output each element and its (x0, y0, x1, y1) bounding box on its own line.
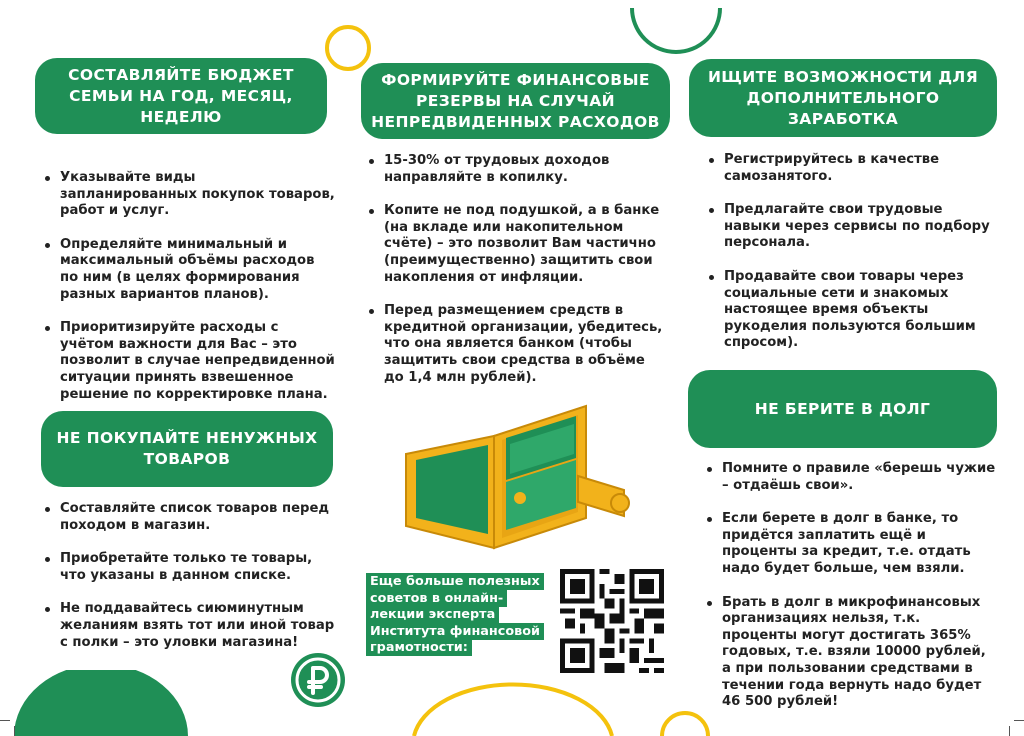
heading-line: ИЩИТЕ ВОЗМОЖНОСТИ ДЛЯ (707, 67, 979, 86)
list-item: Приоритизируйте расходы с учётом важности для Вас – это позволит в случае непредвиденной ситуации принять взвешенное решение по корректировке плана. (44, 320, 336, 403)
wallet-illustration (398, 398, 638, 558)
qr-caption: Еще больше полезных советов в онлайн-лекции эксперта Института финансовой грамотности: (366, 574, 544, 657)
qr-code[interactable] (560, 569, 664, 673)
heading-line: НЕПРЕДВИДЕННЫХ РАСХОДОВ (371, 112, 660, 131)
list-item: Брать в долг в микрофинансовых организациях нельзя, т.к. проценты могут достигать 365% годовых, т.е. взяли 10000 рублей, а при пользовании средствами в течении года вернуть надо будет 46 500 рублей! (706, 595, 998, 711)
list-item: Если берете в долг в банке, то придётся заплатить ещё и проценты за кредит, т.е. отдать надо будет больше, чем взяли. (706, 511, 998, 577)
heading-line: РЕЗЕРВЫ НА СЛУЧАЙ (415, 91, 616, 110)
ruble-coin-icon (289, 651, 347, 709)
crop-mark (1009, 726, 1010, 736)
crop-mark (14, 726, 15, 736)
tips-reserves (368, 153, 666, 403)
heading-line: НЕДЕЛЮ (140, 107, 222, 126)
heading-line: ЗАРАБОТКА (787, 109, 899, 128)
heading-line: ТОВАРОВ (143, 450, 231, 468)
list-item: Не поддавайтесь сиюминутным желаниям взять тот или иной товар с полки – это уловки магазина! (44, 601, 336, 651)
list-item: 15-30% от трудовых доходов направляйте в копилку. (368, 153, 666, 186)
list-item: Помните о правиле «берешь чужие – отдаёшь свои». (706, 461, 998, 494)
list-item: Определяйте минимальный и максимальный объёмы расходов по ним (в целях формирования разных вариантов планов). (44, 237, 336, 303)
heading-line: СЕМЬИ НА ГОД, МЕСЯЦ, (69, 86, 293, 105)
list-item: Приобретайте только те товары, что указаны в данном списке. (44, 551, 336, 584)
heading-line: СОСТАВЛЯЙТЕ БЮДЖЕТ (68, 65, 294, 84)
decor-green-half-circle (14, 670, 188, 736)
list-item: Регистрируйтесь в качестве самозанятого. (708, 152, 1000, 185)
heading-line: ФОРМИРУЙТЕ ФИНАНСОВЫЕ (381, 70, 650, 89)
heading-no-unneeded (41, 411, 333, 487)
tips-no-debt (706, 461, 998, 728)
crop-mark (0, 720, 10, 721)
heading-no-debt (688, 370, 997, 448)
list-item: Перед размещением средств в кредитной организации, убедитесь, что она является банком (чтобы защитить свои средства в объёме до 1,4 млн рублей). (368, 303, 666, 386)
heading-line: НЕ ПОКУПАЙТЕ НЕНУЖНЫХ (56, 429, 318, 447)
tips-extra-income (708, 152, 1000, 369)
decor-yellow-ring-top (322, 22, 374, 74)
crop-mark (1014, 720, 1024, 721)
heading-line: НЕ БЕРИТЕ В ДОЛГ (754, 399, 931, 418)
list-item: Предлагайте свои трудовые навыки через сервисы по подбору персонала. (708, 202, 1000, 252)
list-item: Продавайте свои товары через социальные сети и знакомых настоящее время объекты рукоделия пользуются большим спросом). (708, 269, 1000, 352)
tips-no-unneeded (44, 501, 336, 668)
decor-green-arc-top (628, 0, 724, 60)
list-item: Указывайте виды запланированных покупок товаров, работ и услуг. (44, 170, 336, 220)
list-item: Копите не под подушкой, а в банке (на вкладе или накопительном счёте) – это позволит Вам частично (преимущественно) защитить свои накопления от инфляции. (368, 203, 666, 286)
decor-yellow-arc-bottom (410, 676, 616, 736)
list-item: Составляйте список товаров перед походом в магазин. (44, 501, 336, 534)
heading-budget (35, 58, 327, 134)
heading-reserves (361, 63, 670, 139)
tips-budget (44, 170, 336, 420)
heading-line: ДОПОЛНИТЕЛЬНОГО (746, 88, 940, 107)
heading-extra-income (689, 59, 997, 137)
